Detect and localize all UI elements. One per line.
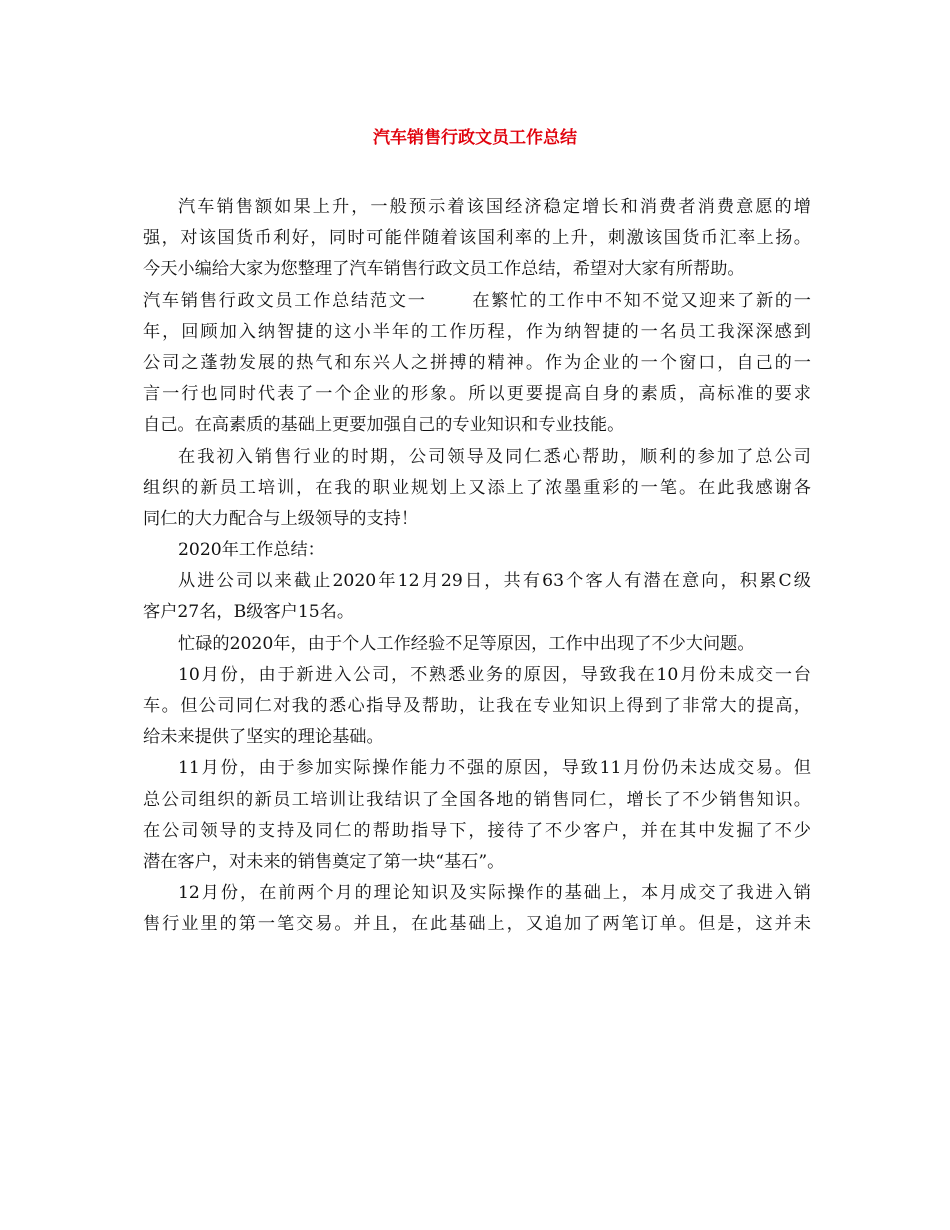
text-line: 11月份，由于参加实际操作能力不强的原因，导致11月份仍未达成交易。但 <box>178 758 811 779</box>
text-line: 忙碌的2020年，由于个人工作经验不足等原因，工作中出现了不少大问题。 <box>178 633 755 654</box>
text-line: 公司之蓬勃发展的热气和东兴人之拼搏的精神。作为企业的一个窗口，自己的一 <box>143 352 811 373</box>
text-line: 在我初入销售行业的时期，公司领导及同仁悉心帮助，顺利的参加了总公司 <box>178 446 811 467</box>
text-line: 2020年工作总结： <box>178 540 325 561</box>
text-line: 潜在客户，对未来的销售奠定了第一块“基石”。 <box>143 851 505 872</box>
text-line: 强，对该国货币利好，同时可能伴随着该国利率的上升，刺激该国货币汇率上扬。 <box>143 228 811 249</box>
text-line: 给未来提供了坚实的理论基础。 <box>143 727 384 748</box>
text-line: 年，回顾加入纳智捷的这小半年的工作历程，作为纳智捷的一名员工我深深感到 <box>143 321 811 342</box>
document-body <box>143 192 811 941</box>
text-line: 组织的新员工培训，在我的职业规划上又添上了浓墨重彩的一笔。在此我感谢各 <box>143 477 811 498</box>
text-line: 10月份，由于新进入公司，不熟悉业务的原因，导致我在10月份未成交一台 <box>178 664 811 685</box>
text-line: 从进公司以来截止2020年12月29日，共有63个客人有潜在意向，积累C级 <box>178 571 811 592</box>
text-line-part: 在繁忙的工作中不知不觉又迎来了新的一 <box>470 290 811 311</box>
text-line <box>143 286 811 317</box>
text-line: 自己。在高素质的基础上更要加强自己的专业知识和专业技能。 <box>143 415 625 436</box>
text-line: 车。但公司同仁对我的悉心指导及帮助，让我在专业知识上得到了非常大的提高， <box>143 696 811 716</box>
text-line: 总公司组织的新员工培训让我结识了全国各地的销售同仁，增长了不少销售知识。 <box>143 789 811 810</box>
text-line: 售行业里的第一笔交易。并且，在此基础上，又追加了两笔订单。但是，这并未 <box>143 914 811 935</box>
text-line: 同仁的大力配合与上级领导的支持！ <box>143 508 419 529</box>
document-title: 汽车销售行政文员工作总结 <box>373 128 577 148</box>
text-line: 在公司领导的支持及同仁的帮助指导下，接待了不少客户，并在其中发掘了不少 <box>143 820 811 841</box>
text-line: 12月份，在前两个月的理论知识及实际操作的基础上，本月成交了我进入销 <box>178 883 811 904</box>
text-line: 汽车销售额如果上升，一般预示着该国经济稳定增长和消费者消费意愿的增 <box>178 197 811 217</box>
text-line-part: 汽车销售行政文员工作总结范文一 <box>143 290 427 311</box>
text-line: 客户27名，B级客户15名。 <box>143 602 355 623</box>
text-line: 今天小编给大家为您整理了汽车销售行政文员工作总结，希望对大家有所帮助。 <box>143 259 745 280</box>
text-line: 言一行也同时代表了一个企业的形象。所以更要提高自身的素质，高标准的要求 <box>143 384 811 405</box>
